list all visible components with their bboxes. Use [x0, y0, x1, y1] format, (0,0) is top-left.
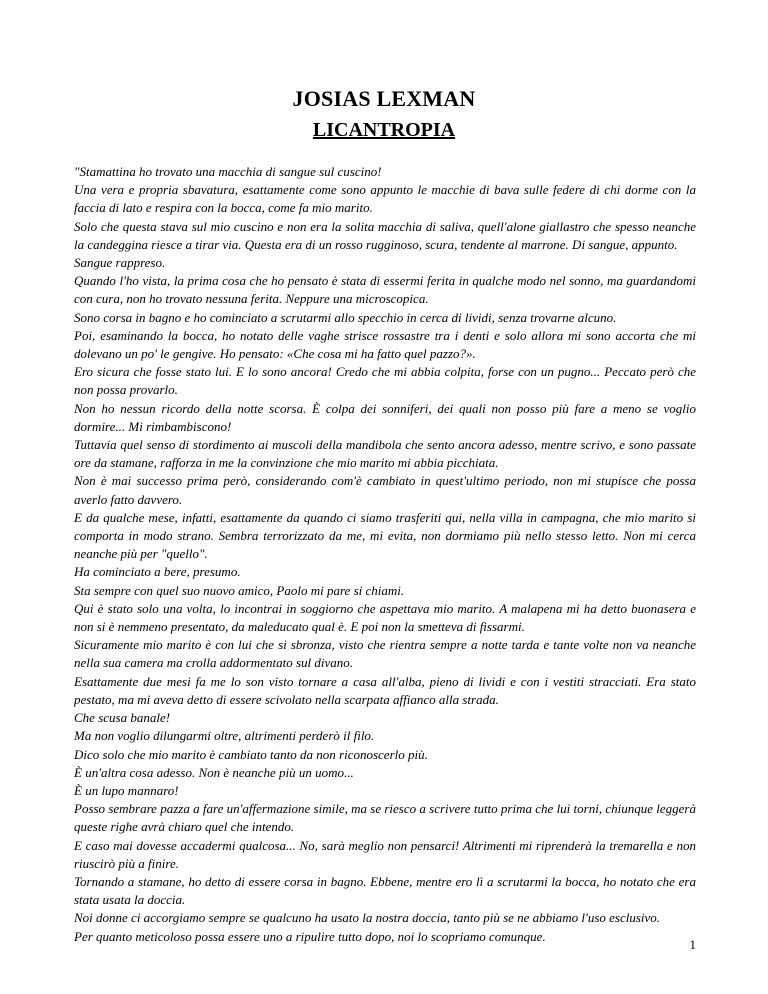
paragraph: Dico solo che mio marito è cambiato tanto da non riconoscerlo più. — [74, 746, 428, 762]
paragraph: Sono corsa in bagno e ho cominciato a scrutarmi allo specchio in cerca di lividi, senza trovarne alcuno. — [74, 309, 617, 325]
paragraph: Esattamente due mesi fa me lo son visto tornare a casa all'alba, pieno di lividi e con i vestiti stracciati. Era stato pestato, ma mi aveva detto di essere scivolato nella scarpata affianco alla strada. — [74, 673, 696, 707]
paragraph: Sicuramente mio marito è con lui che si sbronza, visto che rientra sempre a notte tarda e tante volte non va neanche nella sua camera ma crolla addormentato sul divano. — [74, 637, 696, 671]
paragraph: E caso mai dovesse accadermi qualcosa... No, sarà meglio non pensarci! Altrimenti mi riprenderà la tremarella e non riuscirò più a finire. — [74, 837, 696, 871]
paragraph: Ma non voglio dilungarmi oltre, altrimenti perderò il filo. — [74, 728, 375, 744]
paragraph: Poi, esaminando la bocca, ho notato delle vaghe strisce rossastre tra i denti e solo allora mi sono accorta che mi dolevano un po' le gengive. Ho pensato: «Che cosa mi ha fatto quel pazzo?». — [74, 327, 696, 362]
paragraph: È un'altra cosa adesso. Non è neanche più un uomo... — [74, 764, 354, 780]
author-name: JOSIAS LEXMAN — [292, 86, 476, 111]
document-title: LICANTROPIA — [312, 119, 456, 141]
paragraph: Posso sembrare pazza a fare un'affermazione simile, ma se riesco a scrivere tutto prima che lui torni, chiunque leggerà queste righe avrà chiaro quel che intendo. — [74, 801, 696, 835]
paragraph: Solo che questa stava sul mio cuscino e non era la solita macchia di saliva, quell'alone giallastro che spesso neanche la candeggina riesce a tirar via. Questa era di un rosso rugginoso, scura, tendente al marrone. Di sangue, appunto. — [74, 218, 696, 252]
body-text — [74, 163, 696, 946]
paragraph: Non ho nessun ricordo della notte scorsa. È colpa dei sonniferi, dei quali non posso più fare a meno se voglio dormire... Mi rimbambiscono! — [74, 400, 696, 434]
paragraph: Ha cominciato a bere, presumo. — [74, 564, 241, 580]
paragraph: "Stamattina ho trovato una macchia di sangue sul cuscino! — [74, 164, 382, 179]
paragraph: Qui è stato solo una volta, lo incontrai in soggiorno che aspettava mio marito. A malapena mi ha detto buonasera e non si è nemmeno presentato, da maleducato qual è. E poi non la smetteva di fissarmi. — [74, 600, 696, 635]
paragraph: Per quanto meticoloso possa essere uno a ripulire tutto dopo, noi lo scopriamo comunque. — [74, 928, 546, 944]
paragraph: Quando l'ho vista, la prima cosa che ho pensato è stata di essermi ferita in qualche modo nel sonno, ma guardandomi con cura, non ho trovato nessuna ferita. Neppure una microscopica. — [74, 273, 696, 307]
paragraph: Che scusa banale! — [74, 710, 171, 726]
paragraph: Non è mai successo prima però, considerando com'è cambiato in quest'ultimo periodo, non mi stupisce che possa averlo fatto davvero. — [74, 473, 696, 507]
paragraph: Noi donne ci accorgiamo sempre se qualcuno ha usato la nostra doccia, tanto più se ne abbiamo l'uso esclusivo. — [74, 910, 661, 926]
paragraph: È un lupo mannaro! — [74, 782, 179, 798]
paragraph: Una vera e propria sbavatura, esattamente come sono appunto le macchie di bava sulle federe di chi dorme con la faccia di lato e respira con la bocca, come fa mio marito. — [74, 182, 696, 216]
paragraph: Sangue rappreso. — [74, 255, 166, 271]
paragraph: Sta sempre con quel suo nuovo amico, Paolo mi pare si chiami. — [74, 582, 405, 598]
paragraph: Ero sicura che fosse stato lui. E lo sono ancora! Credo che mi abbia colpita, forse con un pugno... Peccato però che non possa provarlo. — [74, 364, 696, 398]
page-number: 1 — [689, 937, 696, 952]
paragraph: E da qualche mese, infatti, esattamente da quando ci siamo trasferiti qui, nella villa in campagna, che mio marito si comporta in modo strano. Sembra terrorizzato da me, mi evita, non dormiamo più nello stesso letto. Non mi cerca neanche più per "quello". — [74, 509, 696, 562]
paragraph: Tornando a stamane, ho detto di essere corsa in bagno. Ebbene, mentre ero lì a scrutarmi la bocca, ho notato che era stata usata la doccia. — [74, 873, 696, 908]
paragraph: Tuttavia quel senso di stordimento ai muscoli della mandibola che sento ancora adesso, mentre scrivo, e sono passate ore da stamane, rafforza in me la convinzione che mio marito mi abbia picchiata. — [74, 437, 696, 471]
